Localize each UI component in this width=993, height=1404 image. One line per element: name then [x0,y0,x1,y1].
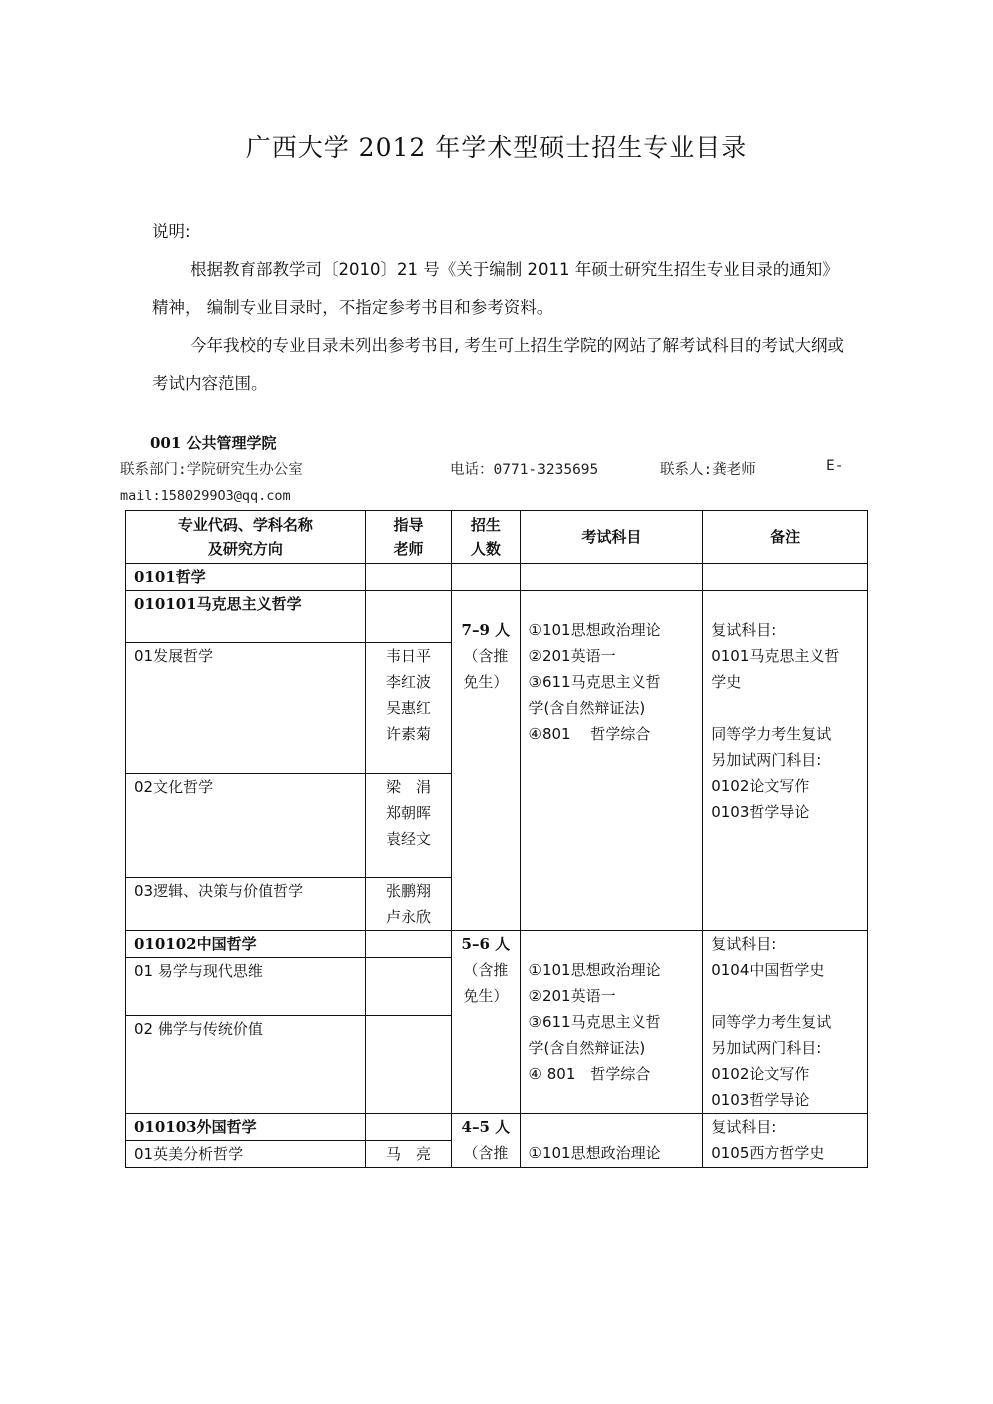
remark-line [711,695,859,721]
remark-line: 复试科目: [711,1118,777,1136]
remarks-cell [703,931,868,1114]
exam-subjects-cell [520,591,703,931]
remark-line: 0101马克思主义哲 [711,647,840,665]
tutor-name: 李红波 [386,673,432,691]
header-quota-line1: 招生 [470,516,501,534]
quota-cell [452,931,520,1114]
header-remarks: 备注 [703,511,868,564]
direction-cell: 02文化哲学 [126,774,366,878]
empty-cell [365,1114,451,1141]
table-row [126,564,868,591]
tutor-name: 韦日平 [386,647,432,665]
table-header-row [126,511,868,564]
tutor-name: 张鹏翔 [386,882,432,900]
table-row [126,1114,868,1141]
empty-cell [520,564,703,591]
tutors-cell [365,774,451,878]
contact-person: 联系人:龚老师 [660,462,756,478]
table-row [126,931,868,958]
quota-cell [452,591,520,931]
direction-cell: 01 易学与现代思维 [126,958,366,1016]
exam-subject: 学(含自然辩证法) [528,699,646,717]
tutor-name: 袁经文 [386,830,432,848]
tutors-cell: 马 亮 [365,1141,451,1168]
remark-line: 学史 [711,673,742,691]
header-quota-line2: 人数 [470,540,501,558]
quota-cell [452,1114,520,1168]
exam-subject: ①101思想政治理论 [528,961,661,979]
empty-cell [365,591,451,643]
direction-cell: 02 佛学与传统价值 [126,1016,366,1114]
direction-cell: 01发展哲学 [126,643,366,774]
remark-line: 另加试两门科目: [711,751,822,769]
major-name-cell: 010103外国哲学 [126,1114,366,1141]
header-exam: 考试科目 [520,511,703,564]
quota-note: 免生） [463,673,509,691]
direction-cell: 01英美分析哲学 [126,1141,366,1168]
tutor-name: 吴惠红 [386,699,432,717]
remark-line: 0103哲学导论 [711,803,810,821]
header-tutor-line1: 指导 [393,516,424,534]
exam-subjects-cell [520,931,703,1114]
tutors-cell [365,958,451,1016]
quota-value: 7–9 人 [461,621,511,639]
contact-email: mail:1580299O3@qq.com [120,488,291,504]
quota-note: （含推 [463,961,509,979]
major-name-cell: 010101马克思主义哲学 [126,591,366,643]
remark-line: 0104中国哲学史 [711,961,825,979]
exam-subject: 学(含自然辩证法) [528,1039,646,1057]
header-tutor-line2: 老师 [393,540,424,558]
remark-line: 另加试两门科目: [711,1039,822,1057]
exam-subject: ②201英语一 [528,987,616,1005]
quota-value: 4–5 人 [461,1118,511,1136]
note-paragraph: 根据教育部教学司〔2010〕21 号《关于编制 2011 年硕士研究生招生专业目录的通知》精神， 编制专业目录时，不指定参考书目和参考资料。 [152,260,839,317]
tutors-cell [365,643,451,774]
contact-email-prefix: E- [826,458,844,474]
major-name-cell: 010102中国哲学 [126,931,366,958]
remark-line: 复试科目: [711,621,777,639]
quota-note: 免生） [463,987,509,1005]
remark-line: 0102论文写作 [711,1065,810,1083]
contact-phone: 电话：0771-3235695 [450,462,599,478]
quota-value: 5–6 人 [461,935,511,953]
empty-cell [365,564,451,591]
tutor-name: 郑朝晖 [386,804,432,822]
exam-subject: ③611马克思主义哲 [528,673,661,691]
tutor-name: 卢永欣 [386,908,432,926]
remark-line [711,983,859,1009]
note-paragraph: 今年我校的专业目录未列出参考书目, 考生可上招生学院的网站了解考试科目的考试大纲或考试内容范围。 [152,336,844,393]
tutor-name: 梁 涓 [386,778,432,796]
header-major-line1: 专业代码、学科名称 [177,516,313,534]
remark-line: 同等学力考生复试 [711,1013,832,1031]
header-major [126,511,366,564]
remark-line: 0105西方哲学史 [711,1144,825,1162]
department-heading: 001 公共管理学院 [150,434,277,452]
remark-line: 0103哲学导论 [711,1091,810,1109]
discipline-cell: 0101哲学 [126,564,366,591]
exam-subject: ②201英语一 [528,647,616,665]
empty-cell [365,931,451,958]
remarks-cell [703,591,868,931]
empty-cell [703,564,868,591]
major-catalog-table [125,510,868,1168]
exam-subject: ③611马克思主义哲 [528,1013,661,1031]
tutors-cell [365,878,451,931]
quota-note: （含推 [463,1144,509,1162]
empty-cell [452,564,520,591]
remark-line: 0102论文写作 [711,777,810,795]
remark-line: 同等学力考生复试 [711,725,832,743]
note-label: 说明: [152,222,191,241]
table-row [126,591,868,643]
remarks-cell [703,1114,868,1168]
exam-subject: ④ 801 哲学综合 [528,1065,651,1083]
exam-subject: ①101思想政治理论 [528,1144,661,1162]
header-major-line2: 及研究方向 [207,540,283,558]
quota-note: （含推 [463,647,509,665]
tutor-name: 许素菊 [386,725,432,743]
header-tutor [365,511,451,564]
document-title: 广西大学 2012 年学术型硕士招生专业目录 [245,133,748,162]
direction-cell: 03逻辑、决策与价值哲学 [126,878,366,931]
tutors-cell [365,1016,451,1114]
exam-subject: ④801 哲学综合 [528,725,651,743]
header-quota [452,511,520,564]
contact-department: 联系部门:学院研究生办公室 [120,462,303,478]
remark-line: 复试科目: [711,935,777,953]
exam-subjects-cell [520,1114,703,1168]
exam-subject: ①101思想政治理论 [528,621,661,639]
